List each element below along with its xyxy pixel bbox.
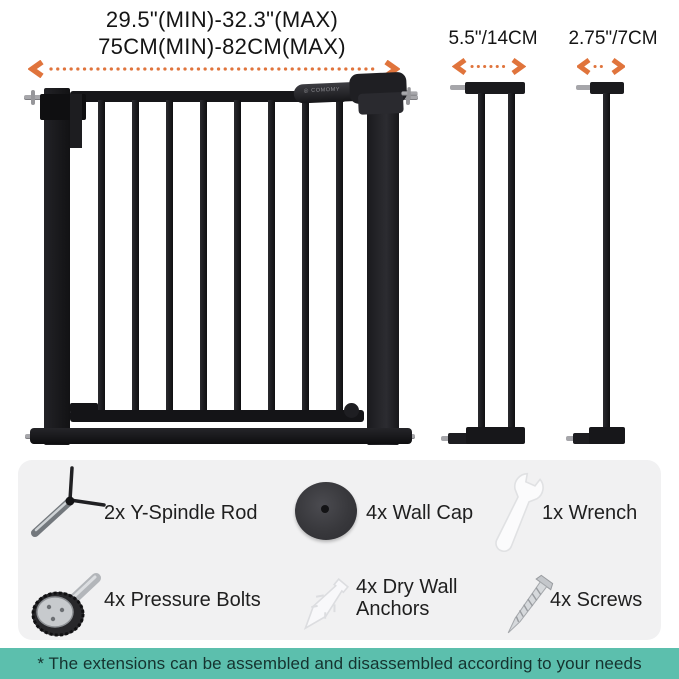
gate-bar (166, 100, 173, 416)
extension-top-bracket (465, 82, 525, 94)
extension-bar (603, 93, 610, 430)
gate-door-bottom-bar (70, 410, 364, 422)
pressure-bolt-icon (22, 566, 106, 640)
extension-bar (478, 93, 485, 430)
brand-logo-icon: ◎ (303, 87, 312, 95)
part-label-y-spindle-rod: 2x Y-Spindle Rod (104, 502, 258, 524)
gate-bar (302, 100, 309, 416)
wrench-icon (488, 468, 546, 560)
brand-logo-text: COMOMY (311, 86, 341, 94)
gate-bar (234, 100, 241, 416)
gate-hinge-bar (70, 94, 82, 148)
screw-icon (498, 568, 556, 646)
gate-door-cap (344, 403, 359, 418)
part-label-drywall-anchors: 4x Dry Wall Anchors (356, 576, 458, 620)
part-label-wrench: 1x Wrench (542, 502, 638, 524)
extension-foot (466, 427, 525, 444)
gate-bottom-bar (30, 428, 412, 444)
gate-bar (336, 100, 343, 416)
y-spindle-rod-icon (26, 462, 110, 542)
gate-bar (200, 100, 207, 416)
gate-handle (291, 71, 419, 122)
wall-cap-icon (295, 482, 357, 540)
extension-small-arrow (577, 58, 625, 75)
gate-bar (98, 100, 105, 416)
part-label-pressure-bolts: 4x Pressure Bolts (104, 589, 261, 611)
gate-left-post (44, 88, 70, 445)
part-label-screws: 4x Screws (550, 589, 643, 611)
gate-width-label (28, 6, 416, 60)
extension-bar (508, 93, 515, 430)
extension-large-arrow (452, 58, 526, 75)
gate-bar (268, 100, 275, 416)
footnote-banner (0, 648, 679, 679)
gate-width-inches: 29.5"(MIN)-32.3"(MAX) (105, 7, 339, 32)
extension-large-width-label: 5.5"/14CM (448, 28, 538, 49)
gate-bar (132, 100, 139, 416)
extension-foot (589, 427, 625, 444)
handle-adjust-screw (401, 87, 417, 100)
gate-right-post (367, 84, 399, 445)
drywall-anchor-icon (294, 570, 354, 642)
part-label-wall-cap: 4x Wall Cap (366, 502, 474, 524)
extension-small-width-label: 2.75"/7CM (568, 28, 658, 49)
footnote-text: * The extensions can be assembled and disassembled according to your needs (37, 653, 642, 673)
gate-width-cm: 75CM(MIN)-82CM(MAX) (98, 34, 346, 59)
gate-handle-latch (358, 92, 404, 115)
